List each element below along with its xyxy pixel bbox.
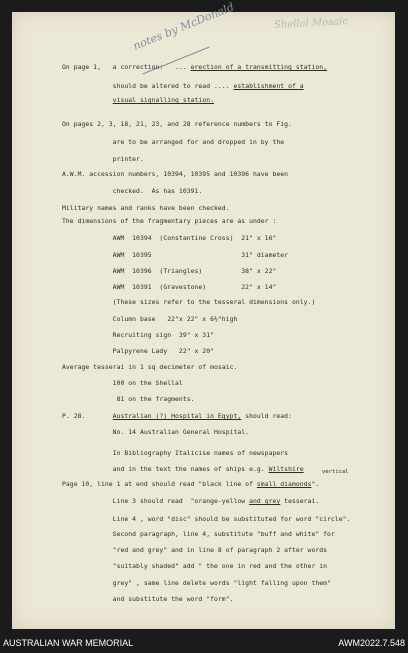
typed-text: Line 4 , word "disc" should be substituted for word "circle". xyxy=(62,515,351,523)
typed-text-tail: should read: xyxy=(241,412,292,420)
typed-line xyxy=(62,82,304,90)
typed-line xyxy=(62,347,214,355)
typed-text: Line 3 should read "orange-yellow xyxy=(62,497,250,505)
typed-line xyxy=(62,546,327,554)
typed-line xyxy=(62,428,249,436)
document-page xyxy=(12,0,395,629)
typed-line xyxy=(62,497,319,505)
typed-text: printer. xyxy=(62,155,144,163)
typed-text: AWM 10391 (Gravestone) 22" x 14" xyxy=(62,283,277,291)
typed-text: A.W.M. accession numbers, 10394, 10395 and 10396 have been xyxy=(62,170,289,178)
typed-text: "red and grey" and in line 8 of paragraph 2 after words xyxy=(62,546,328,554)
handwritten-note: notes by McDonald xyxy=(131,0,236,53)
typed-line xyxy=(62,515,350,523)
typed-line xyxy=(62,298,315,306)
typed-line xyxy=(62,395,195,403)
underlined-text: Australian (?) Hospital in Egypt, xyxy=(112,412,242,420)
typed-line xyxy=(62,579,331,587)
handwritten-insertion: vertical xyxy=(322,469,349,475)
typed-line xyxy=(62,449,288,457)
handwritten-reference: Shellal Mosaic xyxy=(273,16,349,31)
typed-text: AWM 10394 (Constantine Cross) 21" x 16" xyxy=(62,234,277,242)
typed-line xyxy=(62,187,202,195)
typed-text: Average tesserai in 1 sq decimeter of mosaic. xyxy=(62,363,238,371)
typed-line xyxy=(62,363,237,371)
underlined-text: Wiltshire xyxy=(268,465,304,473)
underlined-text: establishment of a xyxy=(233,82,304,90)
typed-text: Recruiting sign 39" x 31" xyxy=(62,331,215,339)
typed-line xyxy=(62,138,284,146)
typed-text: are to be arranged for and dropped in by the xyxy=(62,138,285,146)
typed-line xyxy=(62,234,276,242)
typed-text: (These sizes refer to the tesseral dimensions only.) xyxy=(62,298,316,306)
typed-text: No. 14 Australian General Hospital. xyxy=(62,428,250,436)
typed-line xyxy=(62,120,292,128)
typed-text: 81 on the fragments. xyxy=(62,395,195,403)
typed-text-tail: ". xyxy=(311,480,320,488)
typed-line xyxy=(62,530,335,538)
underlined-text: and grey xyxy=(249,497,281,505)
typed-text: P. 28. xyxy=(62,412,113,420)
typed-line xyxy=(62,595,234,603)
typed-text: 100 on the Shellal xyxy=(62,379,183,387)
typed-text: Palpyrene Lady 22" x 20" xyxy=(62,347,215,355)
typed-line xyxy=(62,204,230,212)
typed-text: and in the text the names of ships e.g. xyxy=(62,465,269,473)
typed-line xyxy=(62,267,276,275)
typed-text: On pages 2, 3, 18, 21, 23, and 28 reference numbers to Fig. xyxy=(62,120,292,128)
typed-text: checked. As has 10391. xyxy=(62,187,203,195)
typed-line xyxy=(62,480,319,488)
typed-line xyxy=(62,379,183,387)
typed-line xyxy=(62,170,288,178)
typed-line xyxy=(62,251,288,259)
typed-text xyxy=(62,96,113,104)
typed-text: In Bibliography Italicise names of newspapers xyxy=(62,449,289,457)
footer-institution: AUSTRALIAN WAR MEMORIAL xyxy=(3,638,134,648)
underlined-text: small diamonds xyxy=(256,480,312,488)
typed-text: "suitably shaded" add " the one in red and the other in xyxy=(62,562,328,570)
typed-line xyxy=(62,465,304,473)
typed-line xyxy=(62,283,276,291)
typed-line xyxy=(62,412,292,420)
typed-text: Column base 22"x 22" x 6½"high xyxy=(62,315,238,323)
typed-line xyxy=(62,315,237,323)
typed-text: Second paragraph, line 4, substitute "buff and white" for xyxy=(62,530,335,538)
typed-line xyxy=(62,63,327,71)
typed-text: grey" , same line delete words "light falling upon them" xyxy=(62,579,331,587)
typed-line xyxy=(62,217,276,225)
typed-text: should be altered to read .... xyxy=(62,82,234,90)
typed-text: On page 1, a correction: ... xyxy=(62,63,191,71)
typed-line xyxy=(62,331,214,339)
typed-text: and substitute the word "form". xyxy=(62,595,234,603)
underlined-text: erection of a transmitting station, xyxy=(190,63,328,71)
underlined-text: visual signalling station. xyxy=(112,96,215,104)
typed-text: The dimensions of the fragmentary pieces are as under : xyxy=(62,217,277,225)
typed-line xyxy=(62,562,327,570)
typed-line xyxy=(62,96,214,104)
typed-text: AWM 10396 (Triangles) 38" x 22" xyxy=(62,267,277,275)
typed-text: Military names and ranks have been checked. xyxy=(62,204,230,212)
typed-text: Page 10, line 1 at end should read "black line of xyxy=(62,480,257,488)
typed-text: AWM 10395 31" diameter xyxy=(62,251,289,259)
typed-text-tail: tesserai. xyxy=(280,497,320,505)
typed-line xyxy=(62,155,144,163)
footer-accession-number: AWM2022.7.548 xyxy=(338,638,405,648)
